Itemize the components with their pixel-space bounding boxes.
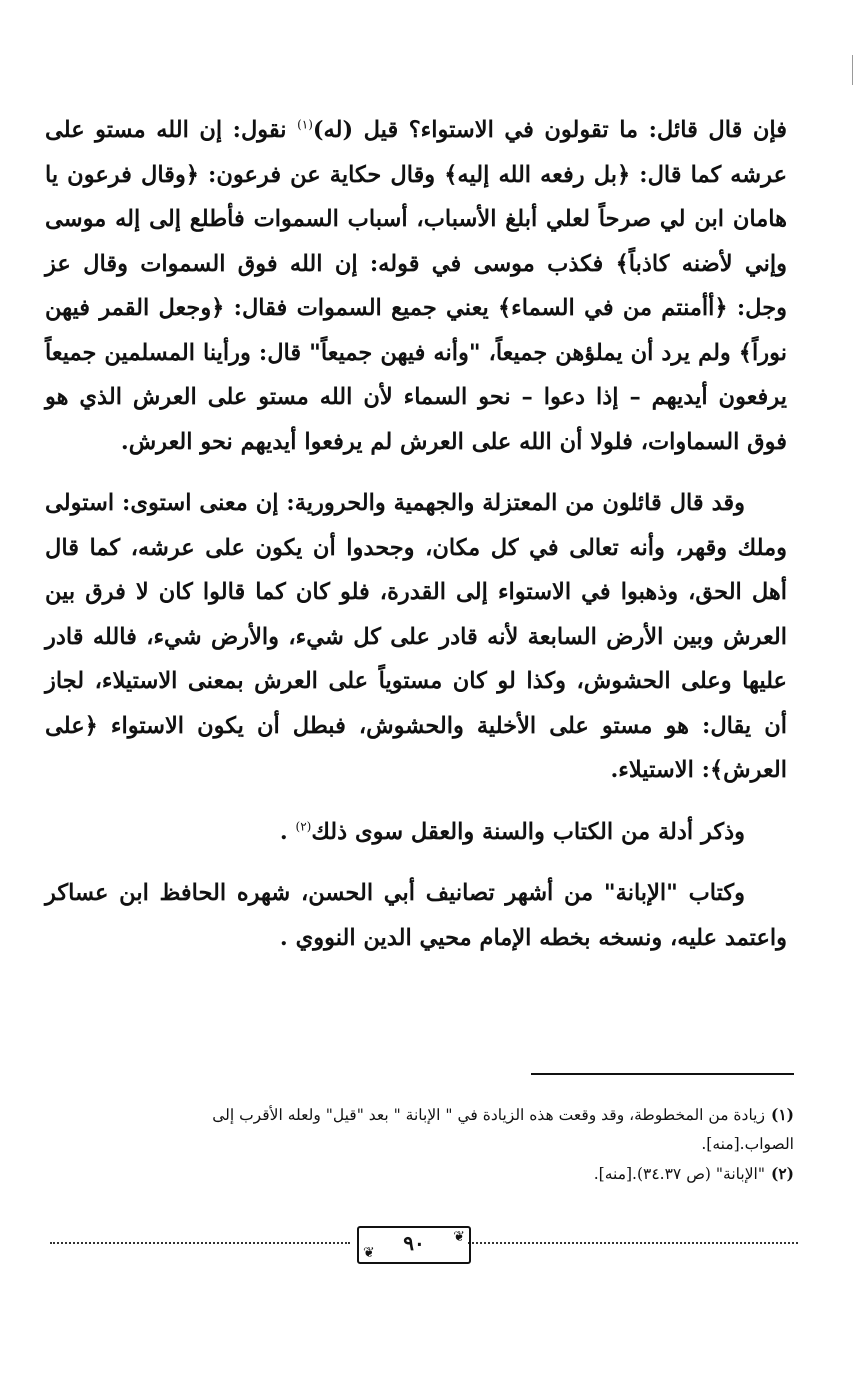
page-edge-mark: [852, 55, 853, 85]
paragraph-mutazila: وقد قال قائلون من المعتزلة والجهمية والحرورية: إن معنى استوى: استولى وملك وقهر، وأنه تعالى في كل مكان، وجحدوا أن يكون على عرشه، كما قال أهل الحق، وذهبوا في الاستواء إلى القدرة، فلو كان كما قالوا كان لا فرق بين العرش وبين الأرض السابعة لأنه قادر على كل شيء، والأرض شيء، فالله قادر عليها وعلى الحشوش، وكذا لو كان مستوياً على العرش بمعنى الاستيلاء، لجاز أن يقال: هو مستو على الأخلية والحشوش، فبطل أن يكون الاستواء ﴿على العرش﴾: الاستيلاء.: [45, 490, 787, 783]
paragraph-evidence: [45, 810, 787, 855]
footnote-2: [45, 1159, 794, 1189]
paragraph-istiwa: [45, 108, 787, 464]
footer-dotted-line-left: [50, 1242, 350, 1244]
footnote-2-text: "الإبانة" (ص ٣٤.٣٧).[منه].: [593, 1165, 765, 1183]
footnote-ref-2: (٢): [295, 819, 312, 833]
page-footer: [50, 1225, 798, 1265]
page-number-frame: [357, 1226, 471, 1264]
footnote-1: [45, 1100, 794, 1159]
footnote-1-number: (١): [770, 1105, 794, 1124]
paragraph-1-start: فإن قال قائل: ما تقولون في الاستواء؟ قيل (له): [312, 117, 787, 143]
footer-dotted-line-right: [468, 1242, 798, 1244]
footnote-1-line2: الصواب.[منه].: [701, 1135, 794, 1153]
footnote-separator: [531, 1073, 794, 1075]
paragraph-1-rest: نقول: إن الله مستو على عرشه كما قال: ﴿بل رفعه الله إليه﴾ وقال حكاية عن فرعون: ﴿وقال فرعون يا هامان ابن لي صرحاً لعلي أبلغ الأسباب، أسباب السموات فأطلع إلى إله موسى وإني لأضنه كاذباً﴾ فكذب موسى في قوله: إن الله فوق السموات وقال عز وجل: ﴿أأمنتم من في السماء﴾ يعني جميع السموات فقال: ﴿وجعل القمر فيهن نوراً﴾ ولم يرد أن يملؤهن جميعاً، "وأنه فيهن جميعاً" قال: ورأينا المسلمين جميعاً يرفعون أيديهم – إذا دعوا – نحو السماء لأن الله مستو على العرش الذي هو فوق السماوات، فلولا أن الله على العرش لم يرفعوا أيديهم نحو العرش.: [45, 117, 787, 455]
footnote-1-line1: زيادة من المخطوطة، وقد وقعت هذه الزيادة في " الإبانة " بعد "قيل" ولعله الأقرب إلى: [212, 1106, 765, 1124]
page-number: ٩٠: [403, 1231, 425, 1255]
footnote-ref-1: (١): [297, 117, 313, 132]
main-text: [45, 108, 787, 960]
paragraph-ibana: وكتاب "الإبانة" من أشهر تصانيف أبي الحسن، شهره الحافظ ابن عساكر واعتمد عليه، ونسخه بخطه الإمام محيي الدين النووي .: [45, 880, 787, 951]
paragraph-3-text: وذكر أدلة من الكتاب والسنة والعقل سوى ذلك: [311, 818, 745, 845]
footnotes: [45, 1100, 794, 1189]
ornament-bottom-icon: ❦: [363, 1245, 375, 1261]
paragraph-3-end: .: [279, 818, 296, 845]
footnote-2-number: (٢): [770, 1164, 794, 1183]
ornament-top-icon: ❦: [453, 1229, 465, 1245]
